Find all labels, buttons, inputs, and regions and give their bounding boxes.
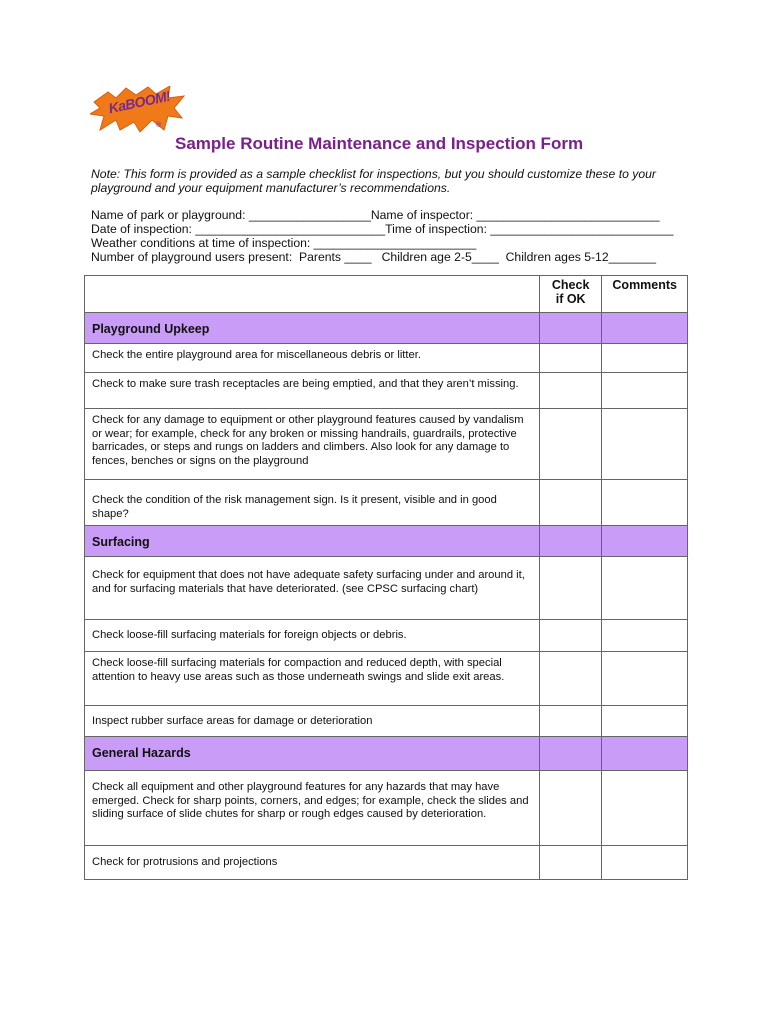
comment-cell[interactable]	[602, 706, 688, 737]
comment-cell[interactable]	[602, 620, 688, 652]
item-text: Check to make sure trash receptacles are being emptied, and that they aren’t missing.	[85, 373, 540, 409]
inspection-table	[84, 275, 688, 880]
check-cell[interactable]	[539, 344, 602, 373]
weather-field[interactable]: Weather conditions at time of inspection: ________________________	[91, 236, 477, 250]
date-time-field[interactable]: Date of inspection: ____________________________Time of inspection: ___________________________	[91, 222, 674, 236]
header-blank-cell	[85, 276, 540, 313]
registered-mark: ®	[156, 122, 162, 129]
check-cell[interactable]	[539, 409, 602, 480]
item-text: Check the entire playground area for miscellaneous debris or litter.	[85, 344, 540, 373]
section-title: Surfacing	[92, 535, 150, 549]
table-row	[85, 373, 688, 409]
table-row	[85, 771, 688, 846]
comment-cell[interactable]	[602, 846, 688, 880]
item-text: Check for protrusions and projections	[85, 846, 540, 880]
park-inspector-field[interactable]: Name of park or playground: __________________Name of inspector: ___________________________	[91, 208, 660, 222]
table-row	[85, 652, 688, 706]
section-row-surfacing	[85, 526, 688, 557]
comment-cell[interactable]	[602, 771, 688, 846]
table-row	[85, 344, 688, 373]
comment-cell[interactable]	[602, 344, 688, 373]
comments-header: Comments	[602, 276, 688, 313]
check-cell[interactable]	[539, 846, 602, 880]
table-row	[85, 846, 688, 880]
item-text: Check loose-fill surfacing materials for foreign objects or debris.	[85, 620, 540, 652]
check-cell[interactable]	[539, 652, 602, 706]
logo-wordmark: KaBOOM!	[107, 87, 172, 117]
item-text: Check for equipment that does not have adequate safety surfacing under and around it, and for surfacing materials that have deteriorated. (see CPSC surfacing chart)	[85, 557, 540, 620]
page-title: Sample Routine Maintenance and Inspection Form	[175, 134, 584, 153]
check-if-ok-header: Check if OK	[539, 276, 602, 313]
inspection-fields	[91, 208, 673, 264]
section-row-general-hazards	[85, 737, 688, 771]
table-row	[85, 409, 688, 480]
table-header-row	[85, 276, 688, 313]
section-row-playground-upkeep	[85, 313, 688, 344]
check-cell[interactable]	[539, 706, 602, 737]
table-row	[85, 557, 688, 620]
item-text: Inspect rubber surface areas for damage or deterioration	[85, 706, 540, 737]
comment-cell[interactable]	[602, 652, 688, 706]
note-text: Note: This form is provided as a sample checklist for inspections, but you should customize these to your playground and your equipment manufacturer’s recommendations.	[91, 167, 656, 196]
comment-cell[interactable]	[602, 480, 688, 526]
check-cell[interactable]	[539, 480, 602, 526]
item-text: Check for any damage to equipment or other playground features caused by vandalism or wear; for example, check for any broken or missing handrails, guardrails, protective barricades, or steps and rungs on ladders and climbers. Also look for any damage to fences, benches or signs on the playground	[85, 409, 540, 480]
comment-cell[interactable]	[602, 373, 688, 409]
users-present-field[interactable]: Number of playground users present: Parents ____ Children age 2-5____ Children ages 5-12_______	[91, 250, 657, 264]
check-cell[interactable]	[539, 557, 602, 620]
item-text: Check the condition of the risk management sign. Is it present, visible and in good shape?	[85, 480, 540, 526]
check-cell[interactable]	[539, 771, 602, 846]
check-cell[interactable]	[539, 620, 602, 652]
kaboom-logo	[90, 86, 186, 136]
section-title: Playground Upkeep	[92, 322, 210, 336]
item-text: Check all equipment and other playground features for any hazards that may have emerged. Check for sharp points, corners, and edges; for example, check the slides and sliding surface of slide chutes for sharp or rough edges caused by deterioration.	[85, 771, 540, 846]
item-text: Check loose-fill surfacing materials for compaction and reduced depth, with special attention to heavy use areas such as those underneath swings and slide exit areas.	[85, 652, 540, 706]
comment-cell[interactable]	[602, 557, 688, 620]
table-row	[85, 706, 688, 737]
comment-cell[interactable]	[602, 409, 688, 480]
table-row	[85, 480, 688, 526]
section-title: General Hazards	[92, 746, 191, 760]
table-row	[85, 620, 688, 652]
check-cell[interactable]	[539, 373, 602, 409]
